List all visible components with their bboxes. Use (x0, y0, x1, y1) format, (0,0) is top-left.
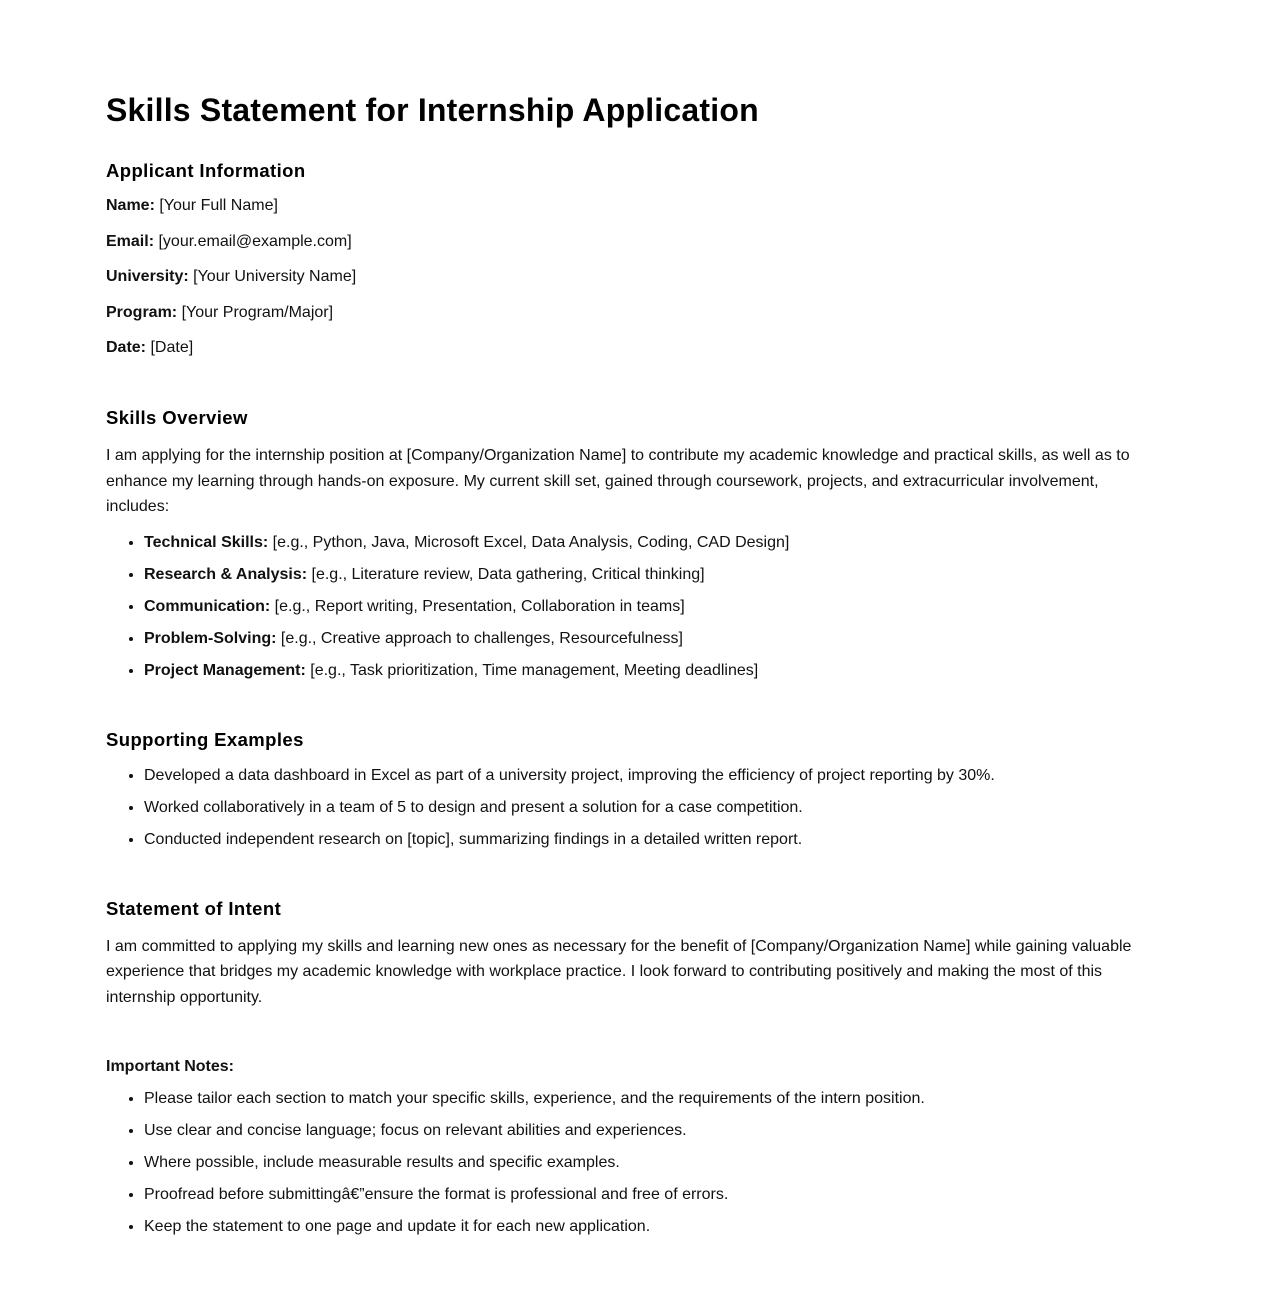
overview-section (106, 406, 1146, 681)
info-program (106, 303, 1146, 323)
info-label: Date: (106, 339, 147, 356)
example-item: • Worked collaboratively in a team of 5 to design and present a solution for a case competition. (144, 798, 1146, 818)
note-item: • Keep the statement to one page and update it for each new application. (144, 1217, 1146, 1237)
skill-value: [e.g., Task prioritization, Time management, Meeting deadlines] (310, 661, 759, 679)
note-item: • Where possible, include measurable results and specific examples. (144, 1153, 1146, 1173)
skill-value: [e.g., Literature review, Data gathering, Critical thinking] (311, 565, 705, 583)
notes-section (106, 1057, 1146, 1237)
info-label: Program: (106, 303, 178, 321)
page-title: Skills Statement for Internship Application (106, 92, 759, 128)
notes-heading: Important Notes: (106, 1058, 234, 1075)
skill-value: [e.g., Creative approach to challenges, Resourcefulness] (280, 629, 683, 647)
note-item: • Proofread before submittingâ€”ensure the format is professional and free of errors. (144, 1185, 1146, 1205)
example-item: • Developed a data dashboard in Excel as part of a university project, improving the efficiency of project reporting by 30%. (144, 766, 1146, 786)
skill-value: [e.g., Report writing, Presentation, Collaboration in teams] (274, 597, 685, 615)
skill-label: Technical Skills: (144, 533, 269, 551)
skill-value: [e.g., Python, Java, Microsoft Excel, Data Analysis, Coding, CAD Design] (272, 533, 790, 551)
info-value: [Date] (150, 339, 194, 356)
skill-item (144, 597, 1146, 617)
info-value: [Your Program/Major] (181, 303, 334, 321)
skill-item (144, 565, 1146, 585)
examples-heading: Supporting Examples (106, 728, 304, 750)
overview-intro: I am applying for the internship position at [Company/Organization Name] to contribute my academic knowledge and practical skills, as well as to enhance my learning through hands-on exposure. My current skill set, gained through coursework, projects, and extracurricular involvement, includes: (106, 447, 1130, 515)
skill-item (144, 629, 1146, 649)
skill-label: Research & Analysis: (144, 565, 308, 583)
applicant-heading: Applicant Information (106, 160, 306, 181)
intent-section (106, 897, 1146, 1011)
info-value: [Your University Name] (193, 268, 357, 285)
info-university (106, 267, 1146, 287)
info-date (106, 338, 1146, 358)
info-value: [Your Full Name] (159, 197, 278, 214)
applicant-section (106, 159, 1146, 358)
skill-item (144, 661, 1146, 681)
info-label: Email: (106, 232, 155, 250)
note-item: • Please tailor each section to match your specific skills, experience, and the requirements of the intern position. (144, 1089, 1146, 1109)
overview-heading: Skills Overview (106, 407, 248, 428)
examples-section (106, 728, 1146, 850)
note-item: • Use clear and concise language; focus on relevant abilities and experiences. (144, 1121, 1146, 1141)
info-name (106, 196, 1146, 216)
notes-list (106, 1089, 1146, 1237)
skill-label: Project Management: (144, 661, 306, 679)
intent-heading: Statement of Intent (106, 897, 282, 919)
info-label: University: (106, 268, 189, 285)
info-label: Name: (106, 197, 155, 214)
example-item: • Conducted independent research on [topic], summarizing findings in a detailed written report. (144, 830, 1146, 850)
skill-label: Communication: (144, 597, 271, 615)
skill-label: Problem-Solving: (144, 629, 277, 647)
examples-list (106, 766, 1146, 850)
info-value: [your.email@example.com] (158, 232, 352, 250)
intent-text: I am committed to applying my skills and learning new ones as necessary for the benefit of [Company/Organization Name] while gaining valuable experience that bridges my academic knowledge with workplace practice. I look forward to contributing positively and making the most of this internship opportunity. (106, 937, 1132, 1006)
info-email (106, 232, 1146, 252)
skill-item (144, 533, 1146, 553)
skills-list (106, 533, 1146, 681)
